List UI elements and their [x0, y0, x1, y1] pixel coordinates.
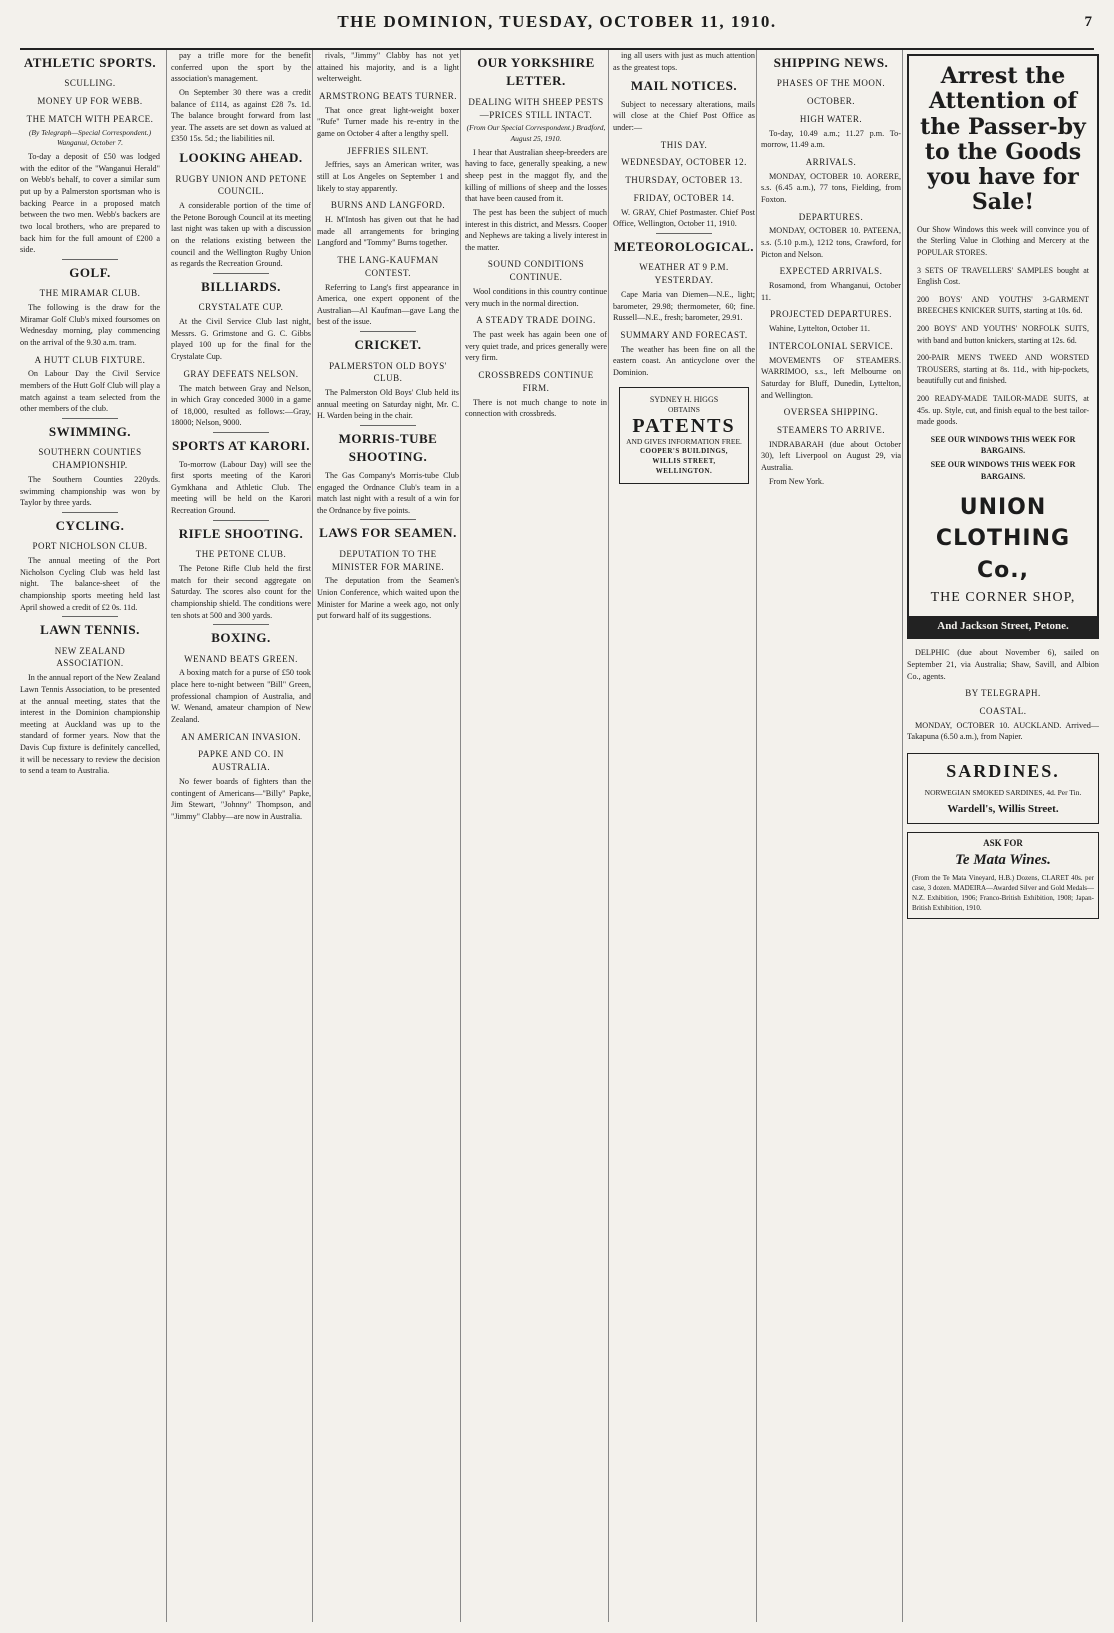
column-6: [756, 50, 905, 1622]
divider: [213, 432, 269, 433]
article-heading: BY TELEGRAPH.: [965, 688, 1041, 699]
article-text: The Palmerston Old Boys' Club held its annual meeting on Saturday night, Mr. C. H. Warden being in the chair.: [317, 388, 459, 421]
ad-headline: Te Mata Wines.: [955, 851, 1051, 868]
section-heading: OUR YORKSHIRE LETTER.: [477, 55, 595, 89]
article-text: The annual meeting of the Port Nicholson Cycling Club was held last night. The balance-sheet of the championship sports meeting held last April showed a credit of £2 0s. 11d.: [20, 556, 160, 612]
article-text: H. M'Intosh has given out that he had made all arrangements for bringing Langford and "Tommy" Burns together.: [317, 215, 459, 248]
column-3: [312, 50, 463, 1622]
ad-bargains-line: SEE OUR WINDOWS THIS WEEK FOR BARGAINS.: [930, 460, 1076, 481]
section-heading: SPORTS AT KARORI.: [172, 438, 310, 454]
article-heading: MONEY UP FOR WEBB.: [37, 96, 143, 107]
ad-text: COOPER'S BUILDINGS,: [639, 447, 729, 456]
ad-text: (From the Te Mata Vineyard, H.B.) Dozens, CLARET 40s. per case, 3 dozen. MADEIRA—Awarded Silver and Gold Medals—N.Z. Exhibition, 1906; Franco-British Exhibition, 1908; Japan-British Exhibition, 1910.: [912, 873, 1094, 912]
article-text: The weather has been fine on all the eastern coast. An anticyclone over the Dominion.: [613, 344, 755, 377]
date-heading: THIS DAY.: [660, 139, 708, 150]
divider: [62, 418, 118, 419]
column-5: [608, 50, 759, 1622]
article-text: Rosamond, from Whanganui, October 11.: [761, 281, 901, 302]
article-subheading: OCTOBER.: [806, 96, 856, 107]
article-heading: NEW ZEALAND ASSOCIATION.: [54, 645, 126, 669]
date-heading: FRIDAY, OCTOBER 14.: [633, 192, 735, 203]
divider: [360, 331, 417, 332]
article-text: pay a trifle more for the benefit conferred upon the sport by the association's management.: [171, 51, 311, 84]
article-subheading: PAPKE AND CO. IN AUSTRALIA.: [198, 749, 284, 773]
section-heading: LOOKING AHEAD.: [179, 150, 303, 166]
article-heading: CRYSTALATE CUP.: [198, 302, 284, 313]
article-heading: HIGH WATER.: [799, 113, 863, 124]
article-text: The match between Gray and Nelson, in which Gray conceded 3000 in a game of 18,000, resulted as follows:—Gray, 18000; Nelson, 9000.: [171, 383, 311, 428]
section-heading: GOLF.: [69, 264, 111, 280]
divider: [213, 520, 269, 521]
section-heading: ATHLETIC SPORTS.: [23, 55, 157, 70]
article-heading: EXPECTED ARRIVALS.: [779, 266, 883, 277]
article-text: At the Civil Service Club last night, Messrs. G. Grimstone and G. C. Gibbs played 100 up for the final for the Crystalate Cup.: [171, 317, 311, 362]
ad-text: 3 SETS OF TRAVELLERS' SAMPLES bought at English Cost.: [917, 265, 1089, 287]
article-text: MONDAY, OCTOBER 10. AORERE, s.s. (6.45 a.m.), 77 tons, Fielding, from Foxton.: [761, 171, 901, 205]
ad-headline: SARDINES.: [946, 761, 1060, 782]
article-text: Subject to necessary alterations, mails will close at the Chief Post Office as under:—: [613, 99, 755, 133]
divider: [656, 233, 713, 234]
article-subheading: COASTAL.: [979, 706, 1027, 716]
newspaper-title: THE DOMINION, TUESDAY, OCTOBER 11, 1910.: [337, 12, 777, 31]
section-heading: LAWS FOR SEAMEN.: [319, 525, 457, 541]
article-heading: SOUND CONDITIONS CONTINUE.: [487, 259, 585, 283]
wine-advertisement: [907, 832, 1099, 919]
ad-text: AND GIVES INFORMATION FREE.: [626, 436, 742, 446]
article-text: Wahine, Lyttelton, October 11.: [769, 324, 870, 334]
column-1: [20, 50, 164, 1622]
article-text: From New York.: [769, 476, 825, 486]
section-heading: SHIPPING NEWS.: [773, 55, 889, 70]
article-text: ing all users with just as much attention as the greatest tops.: [613, 51, 755, 72]
article-text: The Gas Company's Morris-tube Club engaged the Ordnance Club's team in a match last night with a result of a win for the Ordnance by five points.: [317, 470, 459, 515]
article-text: rivals, "Jimmy" Clabby has not yet attained his majority, and is a light welterweight.: [317, 51, 459, 84]
ad-text: NORWEGIAN SMOKED SARDINES, 4d. Per Tin.: [924, 787, 1082, 797]
article-heading: BURNS AND LANGFORD.: [330, 200, 446, 211]
patents-advertisement: [619, 387, 749, 484]
article-text: Referring to Lang's first appearance in America, one expert opponent of the Australian—Al Kaufman—gave Lang the best of the issue.: [317, 282, 459, 327]
article-heading: PORT NICHOLSON CLUB.: [32, 541, 148, 552]
divider: [62, 616, 118, 617]
section-heading: CYCLING.: [55, 517, 125, 533]
article-heading: SUMMARY AND FORECAST.: [620, 329, 748, 340]
article-heading: WENAND BEATS GREEN.: [184, 653, 298, 664]
article-text: On September 30 there was a credit balance of £114, as against £28 7s. 1d. The balance brought forward from last year. The assets are set down as valued at £350 15s. 5d.; the liabilities nil.: [171, 87, 311, 144]
article-heading: ARMSTRONG BEATS TURNER.: [318, 90, 458, 101]
article-text: I hear that Australian sheep-breeders are having to face, generally speaking, a new sheep pest in the maggot fly, and the killing of millions of sheep and the losses that have been caused from it.: [465, 147, 607, 204]
section-heading: SWIMMING.: [48, 423, 132, 439]
article-heading: THE LANG-KAUFMAN CONTEST.: [337, 254, 439, 278]
ad-text: 200-PAIR MEN'S TWEED AND WORSTED TROUSERS, starting at 8s. 11d., with hip-pockets, beautifully cut and finished.: [917, 353, 1089, 386]
column-7: [902, 50, 1099, 1622]
article-text: A considerable portion of the time of the Petone Borough Council at its meeting last night was taken up with a discussion on the relations existing between the council and the Wellington Rugby Union as regards the Recreation Ground.: [171, 201, 311, 269]
ad-text: 200 BOYS' AND YOUTHS' NORFOLK SUITS, with band and button knickers, starting at 12s. 6d.: [917, 323, 1089, 345]
article-heading: ARRIVALS.: [805, 157, 857, 168]
article-text: No fewer boards of fighters than the contingent of Americans—"Billy" Papke, Jim Stewart, "Johnny" Thompson, and "Jimmy" Clabby—are now in Australia.: [171, 776, 311, 821]
article-heading: SOUTHERN COUNTIES CHAMPIONSHIP.: [38, 447, 142, 471]
article-text: INDRABARAH (due about October 30), left Liverpool on August 29, via Australia.: [761, 439, 901, 472]
byline: (By Telegraph—Special Correspondent.) Wanganui, October 7.: [28, 127, 152, 148]
section-heading: BOXING.: [211, 630, 271, 646]
page-number: 7: [1084, 14, 1092, 30]
article-heading: PHASES OF THE MOON.: [776, 78, 886, 89]
article-text: There is not much change to note in connection with crossbreds.: [465, 397, 607, 419]
subheading: SCULLING.: [64, 78, 116, 89]
article-text: MONDAY, OCTOBER 10. PATEENA, s.s. (5.10 p.m.), 1212 tons, Crawford, for Picton and Nelson.: [761, 226, 901, 259]
article-heading: AN AMERICAN INVASION.: [180, 731, 302, 742]
article-heading: CROSSBREDS CONTINUE FIRM.: [478, 369, 594, 393]
article-heading: WEATHER AT 9 P.M. YESTERDAY.: [639, 262, 729, 286]
ad-body: [917, 224, 1089, 428]
sardines-advertisement: [907, 753, 1099, 824]
article-heading: JEFFRIES SILENT.: [347, 145, 429, 156]
masthead: [20, 4, 1094, 50]
ad-text: 200 READY-MADE TAILOR-MADE SUITS, at 45s. up. Style, cut, and finish equal to the best tailor-made goods.: [917, 393, 1089, 427]
signature-line: W. GRAY, Chief Postmaster. Chief Post Office, Wellington, October 11, 1910.: [613, 207, 755, 229]
ad-text: OBTAINS: [668, 404, 700, 414]
article-text: Jeffries, says an American writer, was still at Los Angeles on September 1 and likely to stay apparently.: [317, 160, 459, 193]
article-subheading: THE MATCH WITH PEARCE.: [26, 113, 154, 124]
section-heading: CRICKET.: [354, 337, 422, 353]
section-heading: MAIL NOTICES.: [630, 78, 738, 94]
divider: [62, 259, 118, 260]
section-heading: BILLIARDS.: [201, 278, 281, 294]
ad-company-name: Wardell's, Willis Street.: [947, 803, 1059, 816]
article-heading: RUGBY UNION AND PETONE COUNCIL.: [175, 173, 307, 197]
article-text: The following is the draw for the Miramar Golf Club's mixed foursomes on Wednesday morning, play commencing on the arrival of the 9.30 a.m. tram.: [20, 303, 160, 347]
article-text: A boxing match for a purse of £50 took place here to-night between "Bill" Green, professional champion of Australia, and W. Wenand, amateur champion of New Zealand.: [171, 668, 311, 724]
article-text: To-day, 10.49 a.m.; 11.27 p.m. To-morrow, 11.49 a.m.: [761, 128, 901, 150]
article-heading: THE PETONE CLUB.: [195, 549, 287, 560]
article-heading: GRAY DEFEATS NELSON.: [183, 368, 299, 379]
divider: [62, 512, 118, 513]
article-text: The past week has again been one of very quiet trade, and prices generally were very firm.: [465, 330, 607, 363]
ad-headline: Arrest the Attention of the Passer-by to the Goods you have for Sale!: [920, 63, 1086, 216]
ad-text: Our Show Windows this week will convince you of the Sterling Value in Clothing and Mercery at the POPULAR STORES.: [917, 224, 1089, 257]
divider: [360, 425, 417, 426]
article-text: Wool conditions in this country continue very much in the normal direction.: [465, 287, 607, 308]
section-heading: MORRIS-TUBE SHOOTING.: [338, 430, 438, 465]
article-text: To-day a deposit of £50 was lodged with the editor of the "Wanganui Herald" on Webb's behalf, to cover a similar sum put up by a Palmerston sportsman who is backing Pearce in a proposed match between the two men. Webb's backers are two local brothers, who are prepared to back him for the full amount of £200 a side.: [20, 152, 160, 255]
article-text: That once great light-weight boxer "Rufe" Turner made his re-entry in the game on October 4 after a lengthy spell.: [317, 105, 459, 138]
article-subheading: STEAMERS TO ARRIVE.: [777, 424, 885, 435]
divider: [213, 273, 269, 274]
article-text: DELPHIC (due about November 6), sailed on September 21, via Australia; Shaw, Savill, and Albion Co., agents.: [907, 648, 1099, 681]
article-text: Cape Maria van Diemen—N.E., light; barometer, 29.98; thermometer, 60; fine. Russell—N.E., fresh; barometer, 29.91.: [613, 289, 755, 323]
ad-text: WILLIS STREET, WELLINGTON.: [652, 457, 716, 476]
article-text: In the annual report of the New Zealand Lawn Tennis Association, to be presented at the annual meeting, states that the interest in the Dominion championship meeting at Auckland was up to the standard of former years. Now that the Davis Cup fixture is definitely cancelled, it will be necessary to review the decision to send a team to Australia.: [20, 673, 160, 776]
article-heading: A HUTT CLUB FIXTURE.: [34, 354, 146, 365]
article-text: MONDAY, OCTOBER 10. AUCKLAND. Arrived—Takapuna (6.50 a.m.), from Napier.: [907, 720, 1099, 742]
article-heading: PALMERSTON OLD BOYS' CLUB.: [329, 360, 447, 384]
article-heading: A STEADY TRADE DOING.: [476, 315, 596, 326]
article-heading: DEPUTATION TO THE MINISTER FOR MARINE.: [331, 548, 445, 572]
article-heading: THE MIRAMAR CLUB.: [39, 288, 141, 299]
column-2: [166, 50, 315, 1622]
article-text: The Southern Counties 220yds. swimming championship was won by Taylor by three yards.: [20, 474, 160, 508]
section-heading: RIFLE SHOOTING.: [178, 525, 304, 541]
article-text: The pest has been the subject of much interest in this district, and Messrs. Cooper and Nephews are taking a lively interest in the matter.: [465, 207, 607, 252]
union-clothing-advertisement: [907, 54, 1099, 639]
column-4: [460, 50, 611, 1622]
date-heading: THURSDAY, OCTOBER 13.: [625, 175, 743, 186]
ad-company-name: UNION CLOTHING Co.,: [935, 495, 1071, 583]
ad-address: And Jackson Street, Petone.: [909, 616, 1097, 638]
article-heading: DEPARTURES.: [798, 211, 864, 222]
divider: [360, 519, 417, 520]
ad-headline: PATENTS: [632, 414, 736, 437]
article-text: MOVEMENTS OF STEAMERS. WARRIMOO, s.s., left Melbourne on Saturday for Bluff, Dunedin, Lyttelton, and Wellington.: [761, 355, 901, 400]
article-text: On Labour Day the Civil Service members of the Hutt Golf Club will play a match against a team selected from the other members of the club.: [20, 369, 160, 414]
ad-bargains-line: SEE OUR WINDOWS THIS WEEK FOR BARGAINS.: [930, 434, 1076, 456]
ad-text: SYDNEY H. HIGGS: [649, 394, 719, 404]
date-heading: WEDNESDAY, OCTOBER 12.: [621, 157, 747, 168]
ad-text: ASK FOR: [983, 837, 1023, 848]
section-heading: LAWN TENNIS.: [40, 622, 140, 638]
byline: (From Our Special Correspondent.) Bradford, August 25, 1910.: [466, 123, 606, 144]
article-heading: INTERCOLONIAL SERVICE.: [768, 340, 894, 351]
ad-shop-name: THE CORNER SHOP,: [930, 589, 1076, 605]
article-text: The Petone Rifle Club held the first match for their second aggregate on Saturday. The scores also count for the championship shield. The conditions were ten shots at 500 and 300 yards.: [171, 563, 311, 620]
article-text: To-morrow (Labour Day) will see the first sports meeting of the Karori Gymkhana and Athletic Club. The meeting will be held on the Karori Recreation Ground.: [171, 459, 311, 516]
divider: [213, 624, 269, 625]
article-text: The deputation from the Seamen's Union Conference, which waited upon the Minister for Marine a week ago, not only put forward half of its suggestions.: [317, 576, 459, 621]
article-heading: PROJECTED DEPARTURES.: [770, 309, 892, 320]
article-heading: DEALING WITH SHEEP PESTS—PRICES STILL INTACT.: [468, 96, 604, 120]
section-heading: METEOROLOGICAL.: [613, 239, 755, 254]
ad-text: 200 BOYS' AND YOUTHS' 3-GARMENT BREECHES KNICKER SUITS, starting at 10s. 6d.: [917, 294, 1089, 316]
article-heading: OVERSEA SHIPPING.: [783, 407, 879, 418]
